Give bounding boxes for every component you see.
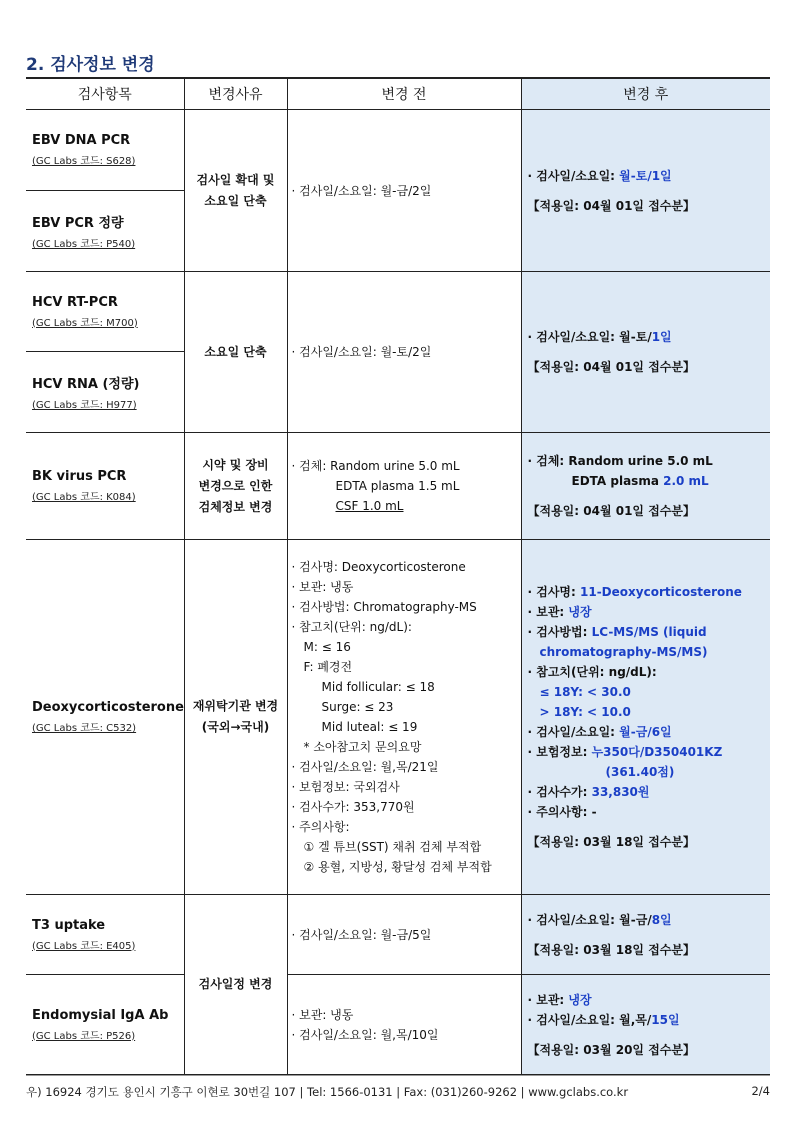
after-label: · 보험정보: <box>527 745 592 759</box>
item-cell <box>26 352 184 433</box>
before-text: · 검사수가: 353,770원 <box>291 800 415 814</box>
before-cell <box>287 110 521 272</box>
after-label: EDTA plasma <box>571 474 664 488</box>
table-row <box>26 433 770 540</box>
after-value: 냉장 <box>568 992 592 1007</box>
apply-date: 03월 18일 접수분】 <box>583 835 695 849</box>
before-text: CSF 1.0 mL <box>335 499 404 513</box>
after-value: 33,830원 <box>591 785 650 799</box>
table-row <box>26 975 770 1075</box>
item-code: (GC Labs 코드: S628) <box>32 156 136 167</box>
after-label: · 검사방법: <box>527 625 592 639</box>
reason-text: (국외→국내) <box>201 720 270 734</box>
item-code: (GC Labs 코드: C532) <box>32 723 137 734</box>
after-label: · 참고치(단위: ng/dL): <box>527 665 657 679</box>
table-row <box>26 540 770 895</box>
before-text: · 검사일/소요일: 월,목/10일 <box>291 1027 439 1042</box>
table-row <box>26 272 770 352</box>
after-cell <box>521 975 770 1075</box>
section-title: 2. 검사정보 변경 <box>26 55 155 75</box>
item-name: HCV RNA (정량) <box>32 377 140 392</box>
table-row <box>26 110 770 191</box>
reason-text: 소요일 단축 <box>204 344 267 359</box>
table-header-row <box>26 78 770 110</box>
after-value: 월-금/6일 <box>619 725 672 739</box>
after-value: 11-Deoxycorticosterone <box>580 585 742 599</box>
reason-text: 재위탁기관 변경 <box>192 699 279 713</box>
item-cell <box>26 110 184 191</box>
item-code: (GC Labs 코드: H977) <box>32 400 137 411</box>
before-cell <box>287 540 521 895</box>
before-text: M: ≤ 16 <box>303 640 351 654</box>
before-cell <box>287 895 521 975</box>
before-text: · 보관: 냉동 <box>291 580 354 594</box>
before-text: · 주의사항: <box>291 820 350 834</box>
reason-cell <box>184 895 287 1075</box>
after-value: (361.40점) <box>605 765 675 779</box>
after-label: · 검사일/소요일: 월-금/ <box>527 912 652 927</box>
item-name: EBV DNA PCR <box>32 133 131 148</box>
before-text: · 보관: 냉동 <box>291 1007 354 1022</box>
apply-date: 04월 01일 접수분】 <box>583 504 695 518</box>
after-value: LC-MS/MS (liquid <box>591 625 707 639</box>
apply-date: 04월 01일 접수분】 <box>583 198 695 213</box>
header-before: 변경 전 <box>287 78 521 110</box>
after-value: 15일 <box>651 1012 680 1027</box>
before-text: * 소아참고치 문의요망 <box>303 740 422 754</box>
item-name: EBV PCR 정량 <box>32 216 124 231</box>
after-value: chromatography-MS/MS) <box>539 645 708 659</box>
before-text: · 검사일/소요일: 월-금/2일 <box>291 183 432 198</box>
apply-date: 04월 01일 접수분】 <box>583 360 695 374</box>
before-text: · 검사방법: Chromatography-MS <box>291 600 477 614</box>
item-name: Deoxycorticosterone <box>32 700 184 715</box>
item-cell <box>26 191 184 272</box>
after-label: · 검사명: <box>527 585 580 599</box>
reason-text: 시약 및 장비 <box>202 457 269 472</box>
apply-date: 03월 20일 접수분】 <box>583 1042 695 1057</box>
reason-cell <box>184 110 287 272</box>
before-text: Mid follicular: ≤ 18 <box>321 680 435 694</box>
item-code: (GC Labs 코드: M700) <box>32 317 138 329</box>
before-text: · 참고치(단위: ng/dL): <box>291 620 412 634</box>
before-text: F: 폐경전 <box>303 660 353 674</box>
reason-text: 소요일 단축 <box>204 193 267 208</box>
after-value: 2.0 mL <box>663 474 709 488</box>
after-label: · 검사일/소요일: <box>527 168 620 183</box>
after-cell <box>521 895 770 975</box>
item-code: (GC Labs 코드: E405) <box>32 940 136 952</box>
after-label: · 검체: Random urine 5.0 mL <box>527 454 713 468</box>
after-label: · 보관: <box>527 605 569 619</box>
after-value: 월-토/1일 <box>619 168 672 183</box>
after-value: ≤ 18Y: < 30.0 <box>539 685 631 699</box>
after-value: 8일 <box>651 912 672 927</box>
reason-text: 변경으로 인한 <box>198 478 273 493</box>
reason-cell <box>184 540 287 895</box>
table-row <box>26 895 770 975</box>
after-value: > 18Y: < 10.0 <box>539 705 631 719</box>
after-cell <box>521 433 770 540</box>
after-label: · 검사일/소요일: 월-토/ <box>527 330 652 344</box>
header-after: 변경 후 <box>521 78 770 110</box>
before-text: · 검사명: Deoxycorticosterone <box>291 560 466 574</box>
item-cell <box>26 540 184 895</box>
after-cell <box>521 272 770 433</box>
before-text: · 보험정보: 국외검사 <box>291 780 400 794</box>
before-cell <box>287 975 521 1075</box>
after-label: · 보관: <box>527 992 569 1007</box>
apply-label: 【적용일: <box>527 835 584 849</box>
reason-text: 검사일 확대 및 <box>196 172 275 187</box>
item-name: T3 uptake <box>32 917 106 933</box>
header-reason: 변경사유 <box>184 78 287 110</box>
apply-label: 【적용일: <box>527 504 584 518</box>
item-code: (GC Labs 코드: P526) <box>32 1030 136 1042</box>
after-cell <box>521 110 770 272</box>
after-label: · 검사수가: <box>527 785 592 799</box>
item-cell <box>26 895 184 975</box>
before-cell <box>287 272 521 433</box>
before-text: Mid luteal: ≤ 19 <box>321 720 418 734</box>
item-name: BK virus PCR <box>32 469 127 484</box>
apply-date: 03월 18일 접수분】 <box>583 942 695 957</box>
before-text: · 검사일/소요일: 월,목/21일 <box>291 760 439 774</box>
before-text: · 검사일/소요일: 월-토/2일 <box>291 345 432 359</box>
test-change-table <box>26 77 770 1075</box>
item-code: (GC Labs 코드: P540) <box>32 239 136 250</box>
item-name: Endomysial IgA Ab <box>32 1007 169 1023</box>
before-text: · 검사일/소요일: 월-금/5일 <box>291 927 432 942</box>
after-value: 냉장 <box>568 605 592 619</box>
after-label: · 주의사항: - <box>527 805 597 819</box>
before-text: EDTA plasma 1.5 mL <box>335 479 460 493</box>
page-footer <box>26 1075 770 1100</box>
apply-label: 【적용일: <box>527 942 584 957</box>
footer-contact: 우) 16924 경기도 용인시 기흥구 이현로 30번길 107 | Tel: 1566-0131 | Fax: (031)260-9262 | www.gclabs.co.kr <box>26 1085 629 1099</box>
after-cell <box>521 540 770 895</box>
before-text: · 검체: Random urine 5.0 mL <box>291 459 460 473</box>
after-label: · 검사일/소요일: <box>527 725 620 739</box>
before-text: Surge: ≤ 23 <box>321 700 394 714</box>
item-cell <box>26 433 184 540</box>
apply-label: 【적용일: <box>527 360 584 374</box>
item-code: (GC Labs 코드: K084) <box>32 492 136 503</box>
before-cell <box>287 433 521 540</box>
reason-text: 검체정보 변경 <box>198 499 273 514</box>
item-cell <box>26 272 184 352</box>
item-name: HCV RT-PCR <box>32 294 118 310</box>
page-number: 2/4 <box>751 1084 770 1098</box>
reason-text: 검사일정 변경 <box>198 977 273 991</box>
apply-label: 【적용일: <box>527 1042 584 1057</box>
apply-label: 【적용일: <box>527 198 584 213</box>
before-text: ① 겔 튜브(SST) 채취 검체 부적합 <box>303 840 482 854</box>
reason-cell <box>184 433 287 540</box>
before-text: ② 용혈, 지방성, 황달성 검체 부적합 <box>303 860 492 874</box>
after-value: 1일 <box>651 330 672 344</box>
reason-cell <box>184 272 287 433</box>
item-cell <box>26 975 184 1075</box>
after-label: · 검사일/소요일: 월,목/ <box>527 1012 652 1027</box>
header-item: 검사항목 <box>26 78 184 110</box>
after-value: 누350다/D350401KZ <box>591 745 723 759</box>
